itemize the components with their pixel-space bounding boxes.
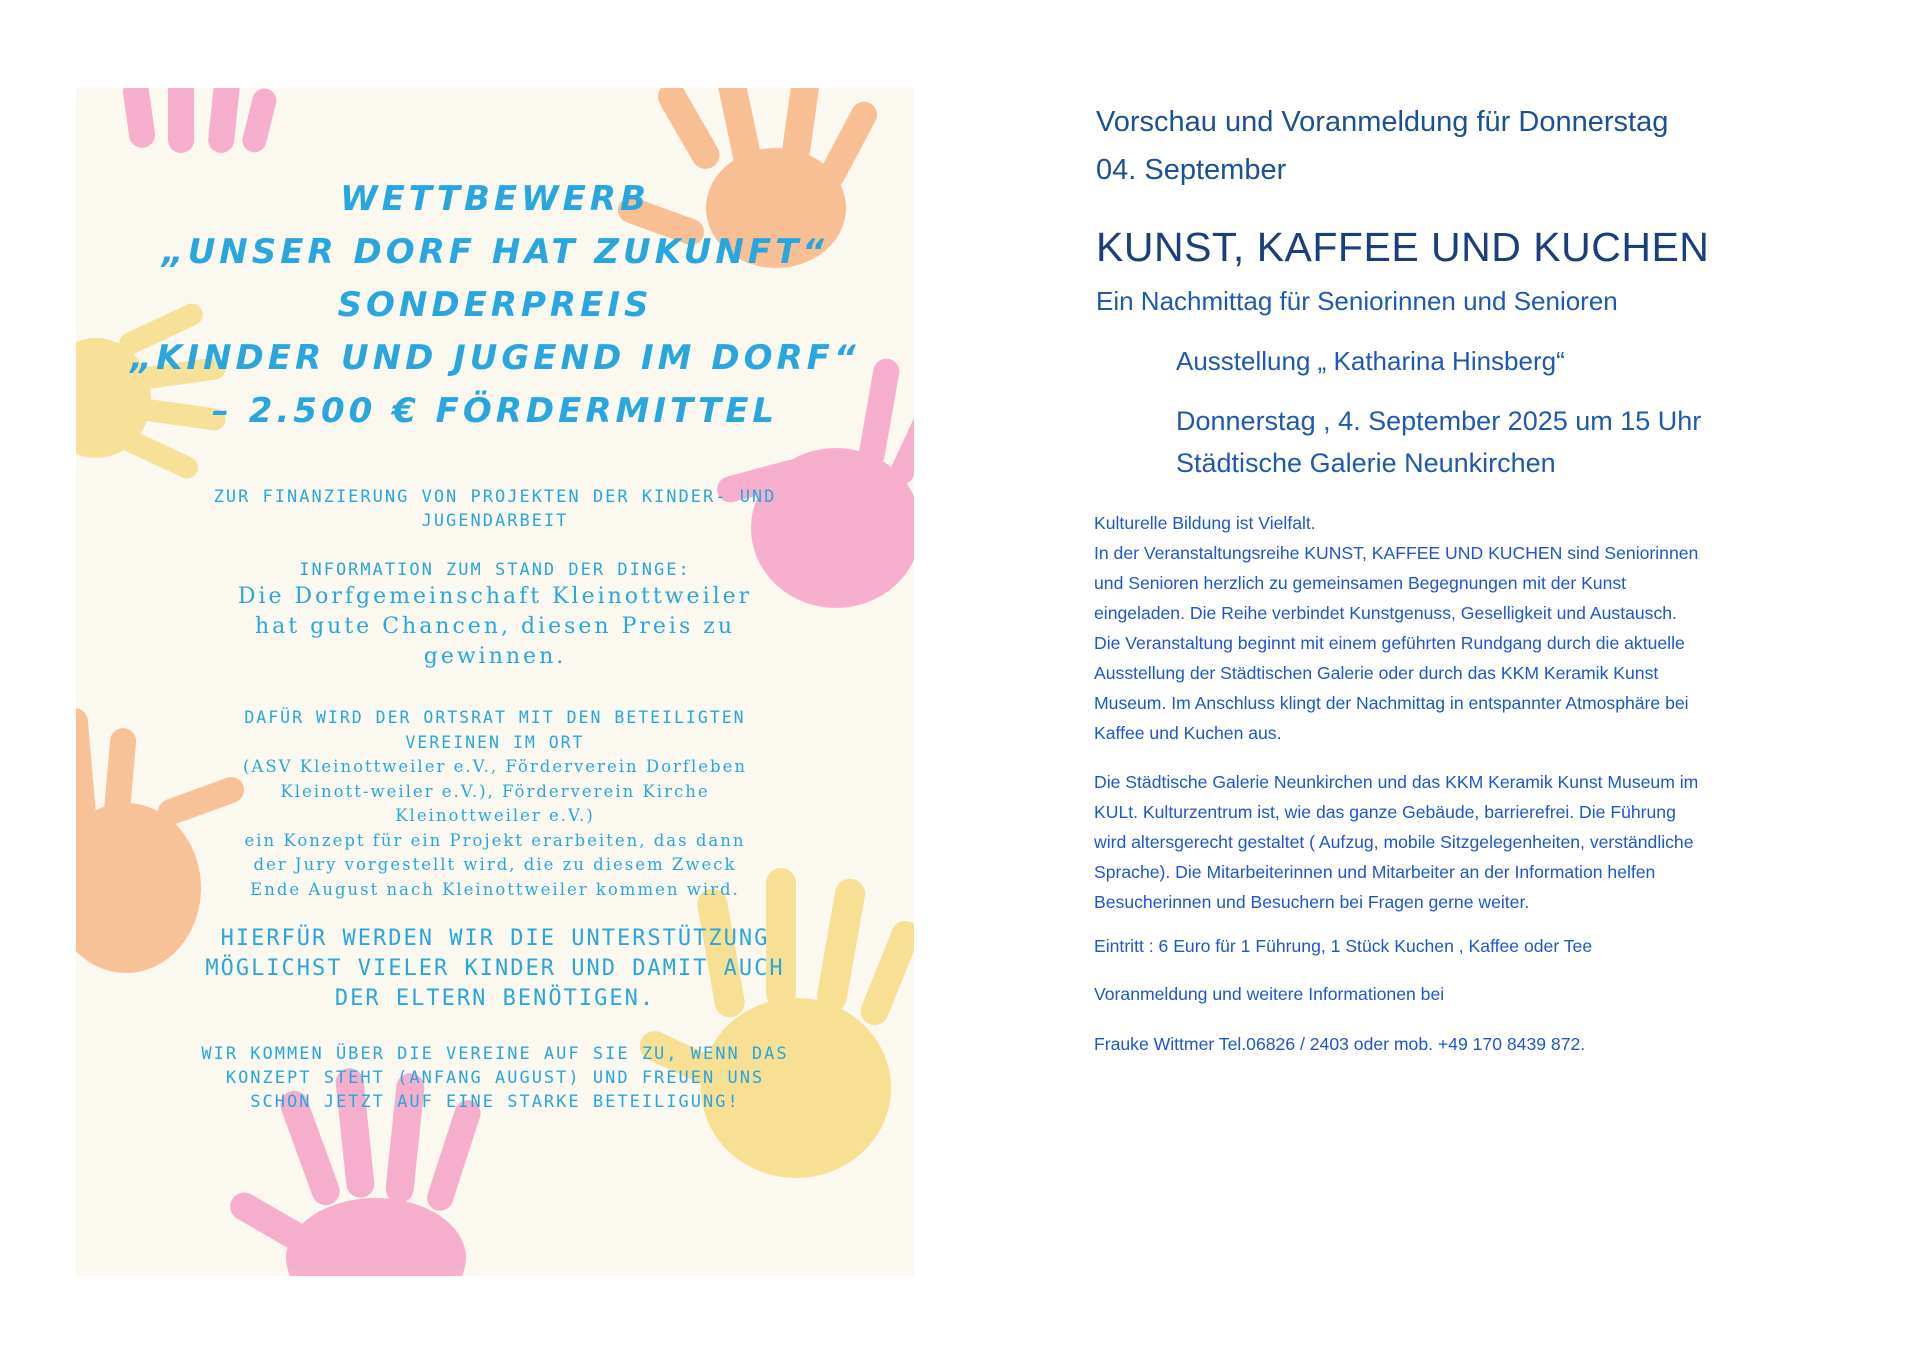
headline-line: SONDERPREIS bbox=[337, 285, 653, 325]
text-line: Die Dorfgemeinschaft Kleinottweiler bbox=[237, 584, 753, 609]
flyer-headline bbox=[116, 173, 874, 438]
text-line: MÖGLICHST VIELER KINDER UND DAMIT AUCH bbox=[205, 956, 785, 981]
text-line: SCHON JETZT AUF EINE STARKE BETEILIGUNG! bbox=[250, 1092, 740, 1112]
text-line: Besucherinnen und Besuchern bei Fragen gerne weiter. bbox=[1094, 892, 1530, 912]
text-line: (ASV Kleinottweiler e.V., Förderverein Dorfleben bbox=[242, 757, 748, 776]
entry-fee: Eintritt : 6 Euro für 1 Führung, 1 Stück Kuchen , Kaffee oder Tee bbox=[1094, 936, 1593, 956]
text-line: DAFÜR WIRD DER ORTSRAT MIT DEN BETEILIGTEN bbox=[244, 708, 746, 727]
text-line: und Senioren herzlich zu gemeinsamen Begegnungen mit der Kunst bbox=[1094, 573, 1627, 593]
event-venue: Städtische Galerie Neunkirchen bbox=[1176, 448, 1556, 478]
text-line: Ende August nach Kleinottweiler kommen wird. bbox=[250, 879, 740, 899]
contact-info: Frauke Wittmer Tel.06826 / 2403 oder mob. +49 170 8439 872. bbox=[1094, 1034, 1586, 1054]
text-line: ein Konzept für ein Projekt erarbeiten, das dann bbox=[244, 830, 746, 850]
event-date: Donnerstag , 4. September 2025 um 15 Uhr bbox=[1176, 406, 1702, 436]
text-line: Kleinottweiler e.V.) bbox=[395, 806, 595, 825]
text-line: wird altersgerecht gestaltet ( Aufzug, mobile Sitzgelegenheiten, verständliche bbox=[1094, 832, 1694, 852]
headline-line: „KINDER UND JUGEND IM DORF“ bbox=[130, 338, 860, 378]
closing-paragraph bbox=[136, 1042, 854, 1114]
text-line: In der Veranstaltungsreihe KUNST, KAFFEE UND KUCHEN sind Seniorinnen bbox=[1094, 543, 1699, 563]
text-line: ZUR FINANZIERUNG VON PROJEKTEN DER KINDER- UND bbox=[213, 487, 777, 507]
preview-heading-line1: Vorschau und Voranmeldung für Donnerstag bbox=[1096, 106, 1669, 138]
event-title: KUNST, KAFFEE UND KUCHEN bbox=[1096, 224, 1710, 270]
intro-paragraph bbox=[1094, 508, 1814, 748]
concept-paragraph bbox=[134, 706, 856, 902]
text-line: KONZEPT STEHT (ANFANG AUGUST) UND FREUEN UNS bbox=[225, 1068, 765, 1088]
text-line: Die Städtische Galerie Neunkirchen und das KKM Keramik Kunst Museum im bbox=[1094, 772, 1699, 792]
text-line: HIERFÜR WERDEN WIR DIE UNTERSTÜTZUNG bbox=[220, 926, 770, 951]
support-paragraph bbox=[132, 924, 858, 1014]
headline-line: – 2.500 € FÖRDERMITTEL bbox=[211, 391, 779, 431]
text-line: Kaffee und Kuchen aus. bbox=[1094, 723, 1282, 743]
text-line: Museum. Im Anschluss klingt der Nachmittag in entspannter Atmosphäre bei bbox=[1094, 693, 1689, 713]
text-line: JUGENDARBEIT bbox=[421, 511, 569, 531]
info-heading: INFORMATION ZUM STAND DER DINGE: bbox=[299, 560, 691, 580]
text-line: VEREINEN IM ORT bbox=[405, 732, 585, 752]
text-line: eingeladen. Die Reihe verbindet Kunstgenuss, Geselligkeit und Austausch. bbox=[1094, 603, 1677, 623]
text-line: Kleinott-weiler e.V.), Förderverein Kirche bbox=[280, 781, 710, 801]
funding-paragraph bbox=[136, 485, 854, 533]
competition-flyer bbox=[76, 88, 914, 1276]
text-line: Sprache). Die Mitarbeiterinnen und Mitarbeiter an der Information helfen bbox=[1094, 862, 1656, 882]
headline-line: WETTBEWERB bbox=[340, 179, 650, 219]
text-line: der Jury vorgestellt wird, die zu diesem Zweck bbox=[253, 855, 737, 874]
headline-line: „UNSER DORF HAT ZUKUNFT“ bbox=[161, 232, 829, 272]
text-line: KULt. Kulturzentrum ist, wie das ganze Gebäude, barrierefrei. Die Führung bbox=[1094, 802, 1676, 822]
event-subtitle: Ein Nachmittag für Seniorinnen und Senioren bbox=[1096, 286, 1618, 316]
registration-info: Voranmeldung und weitere Informationen bei bbox=[1094, 984, 1445, 1004]
text-line: gewinnen. bbox=[423, 644, 567, 669]
chances-paragraph bbox=[136, 582, 854, 672]
text-line: WIR KOMMEN ÜBER DIE VEREINE AUF SIE ZU, WENN DAS bbox=[201, 1044, 789, 1064]
text-line: Die Veranstaltung beginnt mit einem geführten Rundgang durch die aktuelle bbox=[1094, 633, 1685, 653]
accessibility-paragraph bbox=[1094, 767, 1814, 917]
text-line: hat gute Chancen, diesen Preis zu bbox=[254, 614, 736, 639]
text-line: DER ELTERN BENÖTIGEN. bbox=[334, 986, 656, 1011]
preview-heading-line2: 04. September bbox=[1096, 154, 1287, 186]
text-line: Kulturelle Bildung ist Vielfalt. bbox=[1094, 513, 1316, 533]
text-line: Ausstellung der Städtischen Galerie oder durch das KKM Keramik Kunst bbox=[1094, 663, 1659, 683]
exhibition-name: Ausstellung „ Katharina Hinsberg“ bbox=[1176, 346, 1565, 376]
